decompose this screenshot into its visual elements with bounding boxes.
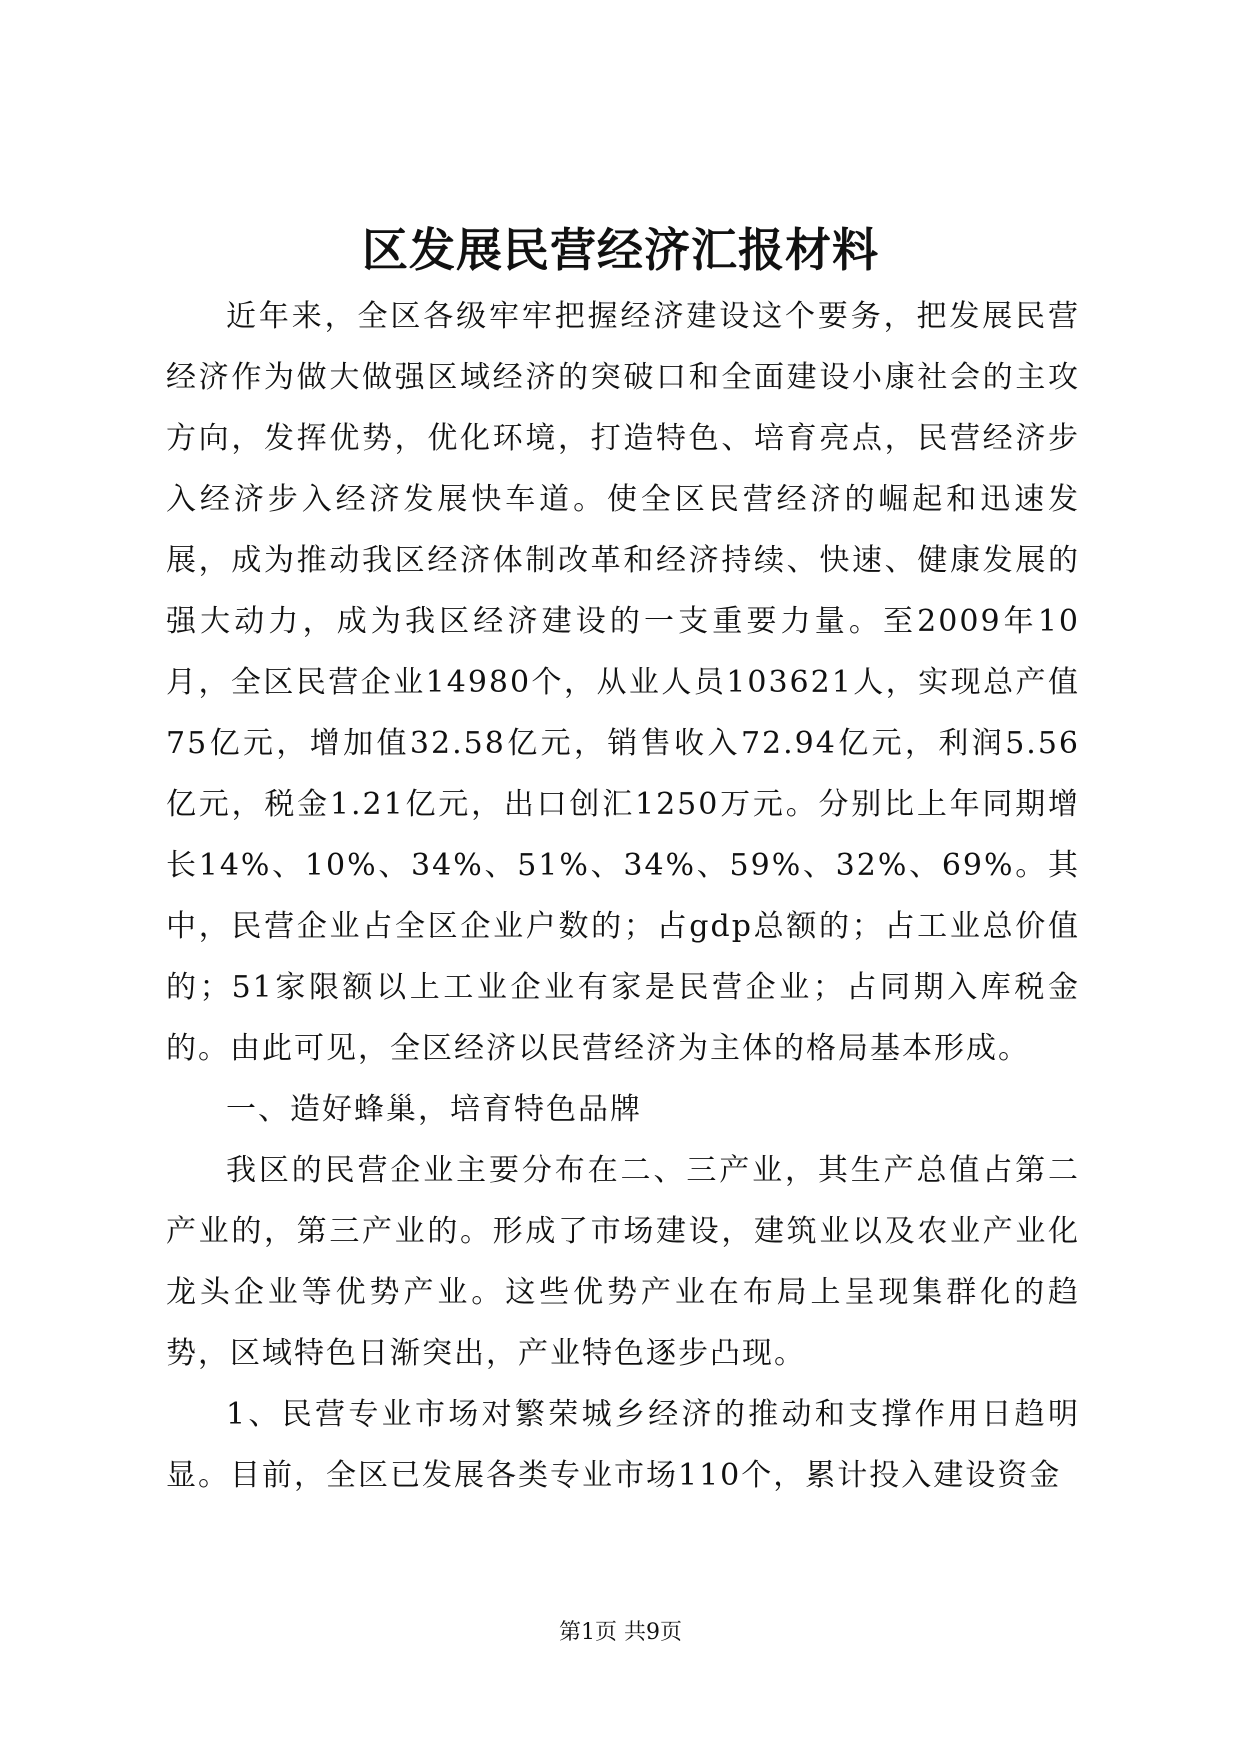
item-paragraph-1: 1、民营专业市场对繁荣城乡经济的推动和支撑作用日趋明显。目前，全区已发展各类专业市场110个，累计投入建设资金 — [166, 1397, 1080, 1493]
document-body — [166, 286, 1080, 1506]
section-heading-1: 一、造好蜂巢，培育特色品牌 — [226, 1092, 642, 1127]
page-title: 区发展民营经济汇报材料 — [362, 223, 879, 277]
page-number-footer: 第1页 共9页 — [559, 1620, 682, 1645]
section-paragraph-1: 我区的民营企业主要分布在二、三产业，其生产总值占第二产业的，第三产业的。形成了市场建设，建筑业以及农业产业化龙头企业等优势产业。这些优势产业在布局上呈现集群化的趋势，区域特色日渐突出，产业特色逐步凸现。 — [166, 1153, 1080, 1371]
intro-paragraph: 近年来，全区各级牢牢把握经济建设这个要务，把发展民营经济作为做大做强区域经济的突破口和全面建设小康社会的主攻方向，发挥优势，优化环境，打造特色、培育亮点，民营经济步入经济步入经济发展快车道。使全区民营经济的崛起和迅速发展，成为推动我区经济体制改革和经济持续、快速、健康发展的强大动力，成为我区经济建设的一支重要力量。至2009年10月，全区民营企业14980个，从业人员103621人，实现总产值75亿元，增加值32.58亿元，销售收入72.94亿元，利润5.56亿元，税金1.21亿元，出口创汇1250万元。分别比上年同期增长14%、10%、34%、51%、34%、59%、32%、69%。其中，民营企业占全区企业户数的；占gdp总额的；占工业总价值的；51家限额以上工业企业有家是民营企业；占同期入库税金的。由此可见，全区经济以民营经济为主体的格局基本形成。 — [166, 299, 1080, 1066]
